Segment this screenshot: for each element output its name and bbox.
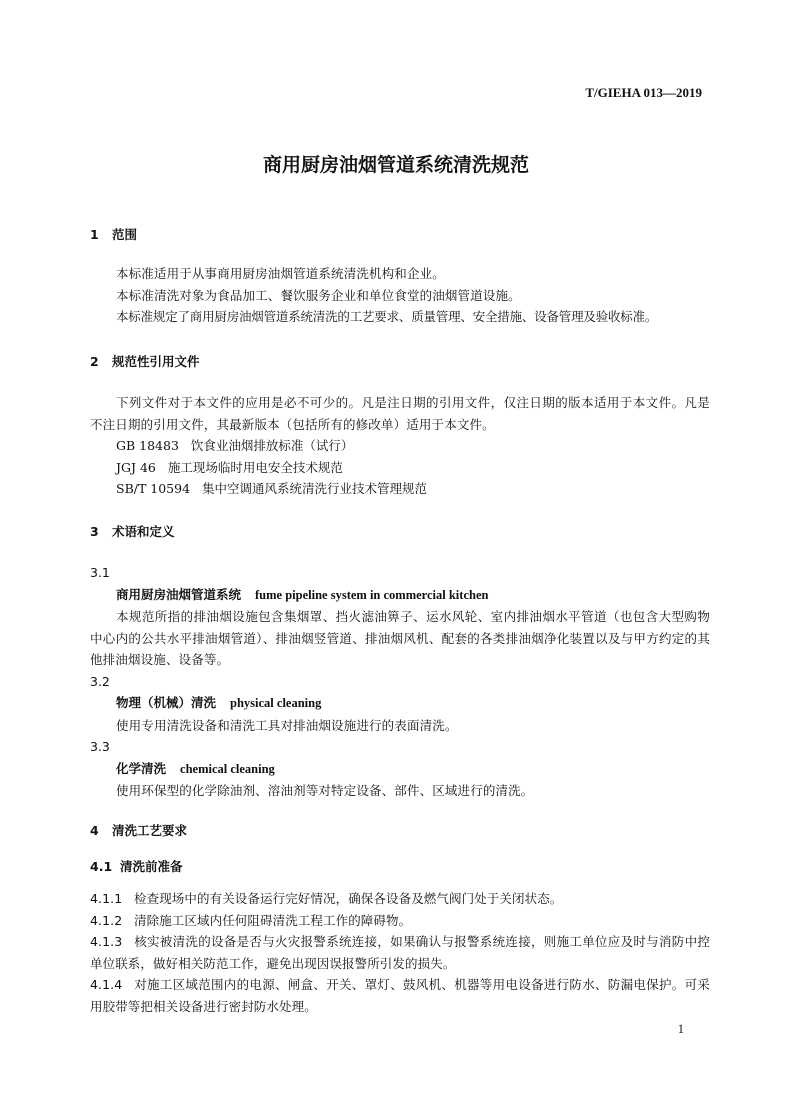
paragraph: 下列文件对于本文件的应用是必不可少的。凡是注日期的引用文件，仅注日期的版本适用于本文件。凡是不注日期的引用文件，其最新版本（包括所有的修改单）适用于本文件。 <box>90 395 710 432</box>
term-number: 3.2 <box>90 673 110 689</box>
section-title: 术语和定义 <box>112 524 175 539</box>
clause-number: 4.1.1 <box>90 891 123 906</box>
document-title: 商用厨房油烟管道系统清洗规范 <box>262 154 529 176</box>
paragraph: 本标准清洗对象为食品加工、餐饮服务企业和单位食堂的油烟管道设施。 <box>116 287 521 303</box>
clause <box>90 974 710 1017</box>
reference-code: GB 18483 <box>116 438 179 453</box>
subsection-4-1-body <box>90 888 710 1017</box>
term-definition: 本规范所指的排油烟设施包含集烟罩、挡火滤油箅子、运水风轮、室内排油烟水平管道（也包含大型购物中心内的公共水平排油烟管道）、排油烟竖管道、排油烟风机、配套的各类排油烟净化装置以及与甲方约定的其他排油烟设施、设备等。 <box>90 609 710 667</box>
section-number: 2 <box>90 354 99 369</box>
page-number: 1 <box>677 1022 684 1036</box>
section-number: 1 <box>90 227 99 242</box>
reference-item <box>90 435 710 457</box>
term-number: 3.1 <box>90 565 110 580</box>
clause-number: 4.1.4 <box>90 977 123 992</box>
section-2-heading <box>90 353 710 371</box>
clause <box>90 931 710 974</box>
reference-name: 集中空调通风系统清洗行业技术管理规范 <box>202 481 428 496</box>
section-1-heading <box>90 226 710 244</box>
standard-code: T/GIEHA 013—2019 <box>585 85 702 100</box>
subsection-title: 清洗前准备 <box>120 859 183 874</box>
section-3-heading <box>90 523 710 541</box>
clause-text: 清除施工区域内任何阻碍清洗工程工作的障碍物。 <box>134 912 412 928</box>
section-3-body <box>90 562 710 802</box>
clause-text: 核实被清洗的设备是否与火灾报警系统连接，如果确认与报警系统连接，则施工单位应及时与消防中控单位联系，做好相关防范工作，避免出现因误报警所引发的损失。 <box>90 934 710 971</box>
reference-code: SB/T 10594 <box>116 481 191 496</box>
term-cn: 化学清洗 <box>116 760 167 776</box>
clause-number: 4.1.2 <box>90 912 123 928</box>
clause <box>90 888 710 910</box>
section-4-heading <box>90 822 710 840</box>
section-title: 清洗工艺要求 <box>112 823 188 838</box>
term-definition: 使用专用清洗设备和清洗工具对排油烟设施进行的表面清洗。 <box>116 717 458 733</box>
paragraph: 本标准适用于从事商用厨房油烟管道系统清洗机构和企业。 <box>116 266 445 281</box>
term-en: fume pipeline system in commercial kitchen <box>255 587 489 602</box>
clause <box>90 910 710 932</box>
section-title: 规范性引用文件 <box>112 354 200 369</box>
section-1-body <box>90 263 710 328</box>
term-name <box>90 692 710 715</box>
term-number: 3.3 <box>90 739 110 754</box>
section-title: 范围 <box>112 227 138 242</box>
term-en: chemical cleaning <box>180 761 275 776</box>
section-2-body <box>90 392 710 500</box>
term-cn: 物理（机械）清洗 <box>116 695 217 710</box>
term-en: physical cleaning <box>230 696 322 710</box>
paragraph: 本标准规定了商用厨房油烟管道系统清洗的工艺要求、质量管理、安全措施、设备管理及验收标准。 <box>116 309 658 324</box>
reference-item <box>90 457 710 479</box>
term-name <box>90 584 710 607</box>
term-cn: 商用厨房油烟管道系统 <box>116 586 242 602</box>
reference-code: JGJ 46 <box>116 459 156 475</box>
section-number: 4 <box>90 823 99 838</box>
section-number: 3 <box>90 524 99 539</box>
clause-text: 对施工区域范围内的电源、闸盒、开关、罩灯、鼓风机、机器等用电设备进行防水、防漏电保护。可采用胶带等把相关设备进行密封防水处理。 <box>90 977 710 1014</box>
reference-item <box>90 478 710 500</box>
subsection-number: 4.1 <box>90 859 113 874</box>
term-name <box>90 758 710 781</box>
clause-text: 检查现场中的有关设备运行完好情况，确保各设备及燃气阀门处于关闭状态。 <box>134 891 563 906</box>
reference-name: 施工现场临时用电安全技术规范 <box>167 459 343 475</box>
subsection-4-1-heading <box>90 858 710 876</box>
reference-name: 饮食业油烟排放标准（试行） <box>190 438 354 453</box>
clause-number: 4.1.3 <box>90 934 123 949</box>
term-definition: 使用环保型的化学除油剂、溶油剂等对特定设备、部件、区域进行的清洗。 <box>116 783 534 798</box>
